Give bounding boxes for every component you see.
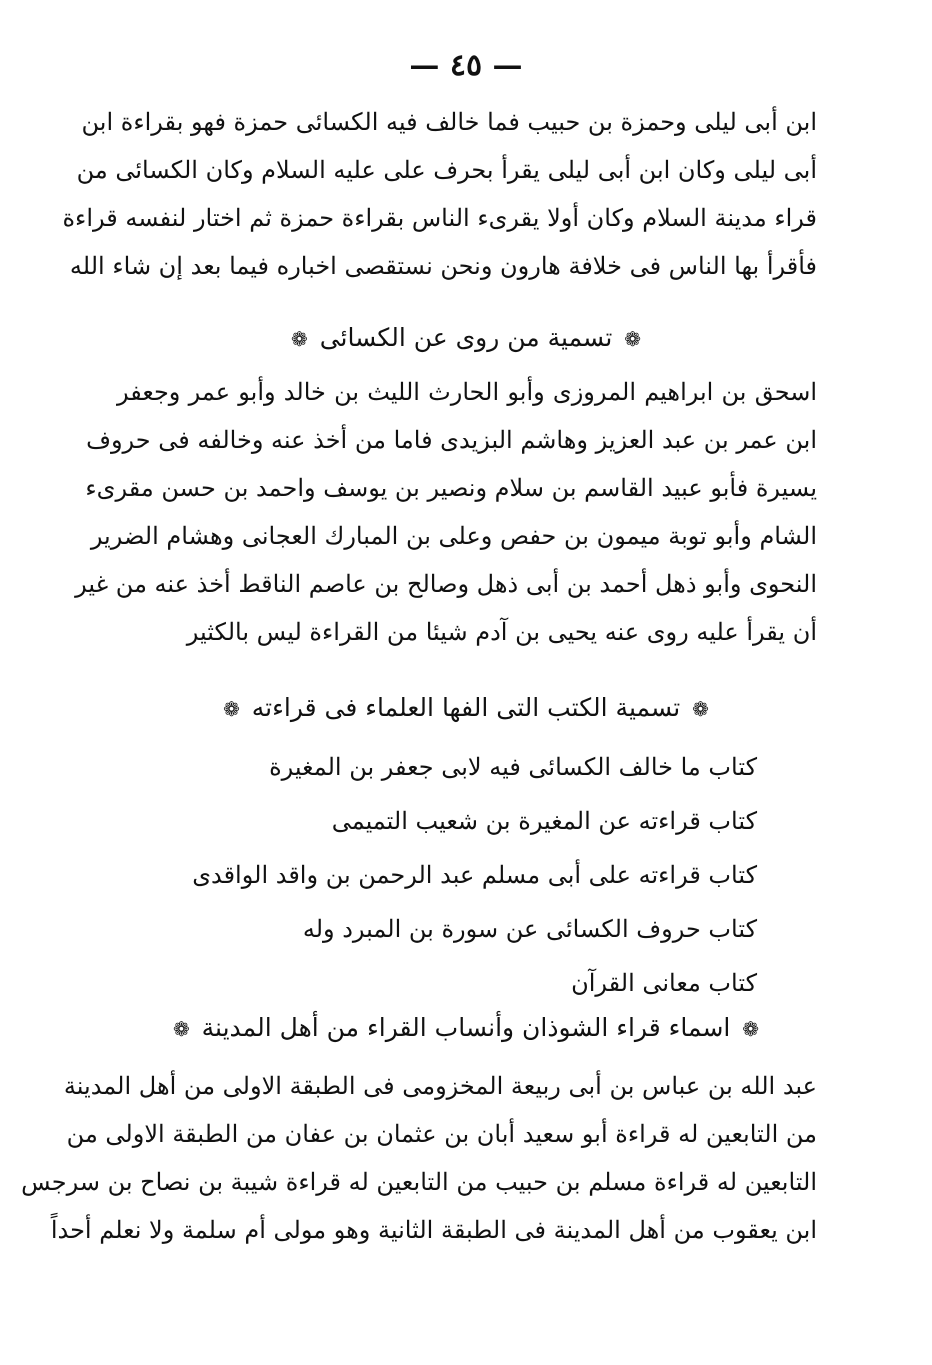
text-line: ابن يعقوب من أهل المدينة فى الطبقة الثانية وهو مولى أم سلمة ولا نعلم أحداً [50,1216,817,1244]
text-line: من التابعين له قراءة أبو سعيد أبان بن عثمان بن عفان من الطبقة الاولى من [66,1120,817,1148]
list-item: كتاب قراءته على أبى مسلم عبد الرحمن بن واقد الواقدى [192,861,757,889]
intro-paragraph [62,98,817,290]
text-line: ابن أبى ليلى وحمزة بن حبيب فما خالف فيه الكسائى حمزة فهو بقراءة ابن [81,108,817,136]
text-line: النحوى وأبو ذهل أحمد بن أبى ذهل وصالح بن عاصم الناقط أخذ عنه من غير [75,570,817,598]
ornament-icon: ❁ [742,1017,760,1041]
list-item: كتاب حروف الكسائى عن سورة بن المبرد وله [302,915,757,943]
ornament-icon: ❁ [172,1017,190,1041]
section-heading-text: تسمية من روى عن الكسائى [319,323,613,352]
text-line: فأقرأ بها الناس فى خلافة هارون ونحن نستقصى اخباره فيما بعد إن شاء الله [69,252,817,280]
text-line: التابعين له قراءة مسلم بن حبيب من التابعين له قراءة شيبة بن نصاح بن سرجس [21,1168,817,1196]
ornament-icon: ❁ [223,697,240,721]
section-heading-text: تسمية الكتب التى الفها العلماء فى قراءته [251,693,681,722]
text-line: عبد الله بن عباس بن أبى ربيعة المخزومى فى الطبقة الاولى من أهل المدينة [63,1072,817,1100]
section-heading-books [0,688,932,729]
text-line: الشام وأبو توبة ميمون بن حفص وعلى بن المبارك العجانى وهشام الضرير [90,522,817,550]
narrators-paragraph [75,368,817,656]
list-item: كتاب معانى القرآن [571,969,757,997]
list-item: كتاب ما خالف الكسائى فيه لابى جعفر بن المغيرة [269,753,757,781]
text-line: اسحق بن ابراهيم المروزى وأبو الحارث الليث بن خالد وأبو عمر وجعفر [117,378,817,406]
page-number: — ٤٥ — [409,48,523,83]
text-line: قراء مدينة السلام وكان أولا يقرىء الناس بقراءة حمزة ثم اختار لنفسه قراءة [62,204,817,232]
readers-paragraph [21,1062,817,1254]
books-list [192,740,757,1010]
text-line: أن يقرأ عليه روى عنه يحيى بن آدم شيئا من القراءة ليس بالكثير [186,618,817,646]
ornament-icon: ❁ [290,327,308,351]
text-line: ابن عمر بن عبد العزيز وهاشم البزيدى فاما من أخذ عنه وخالفه فى حروف [86,426,817,454]
section-heading-readers [0,1008,932,1049]
ornament-icon: ❁ [692,697,709,721]
ornament-icon: ❁ [624,327,642,351]
section-heading-text: اسماء قراء الشوذان وأنساب القراء من أهل المدينة [201,1013,731,1042]
list-item: كتاب قراءته عن المغيرة بن شعيب التميمى [331,807,757,835]
text-line: أبى ليلى وكان ابن أبى ليلى يقرأ بحرف على عليه السلام وكان الكسائى من [76,156,817,184]
section-heading-narrators [0,318,932,359]
text-line: يسيرة فأبو عبيد القاسم بن سلام ونصير بن يوسف واحمد بن حسن مقرىء [85,474,817,502]
